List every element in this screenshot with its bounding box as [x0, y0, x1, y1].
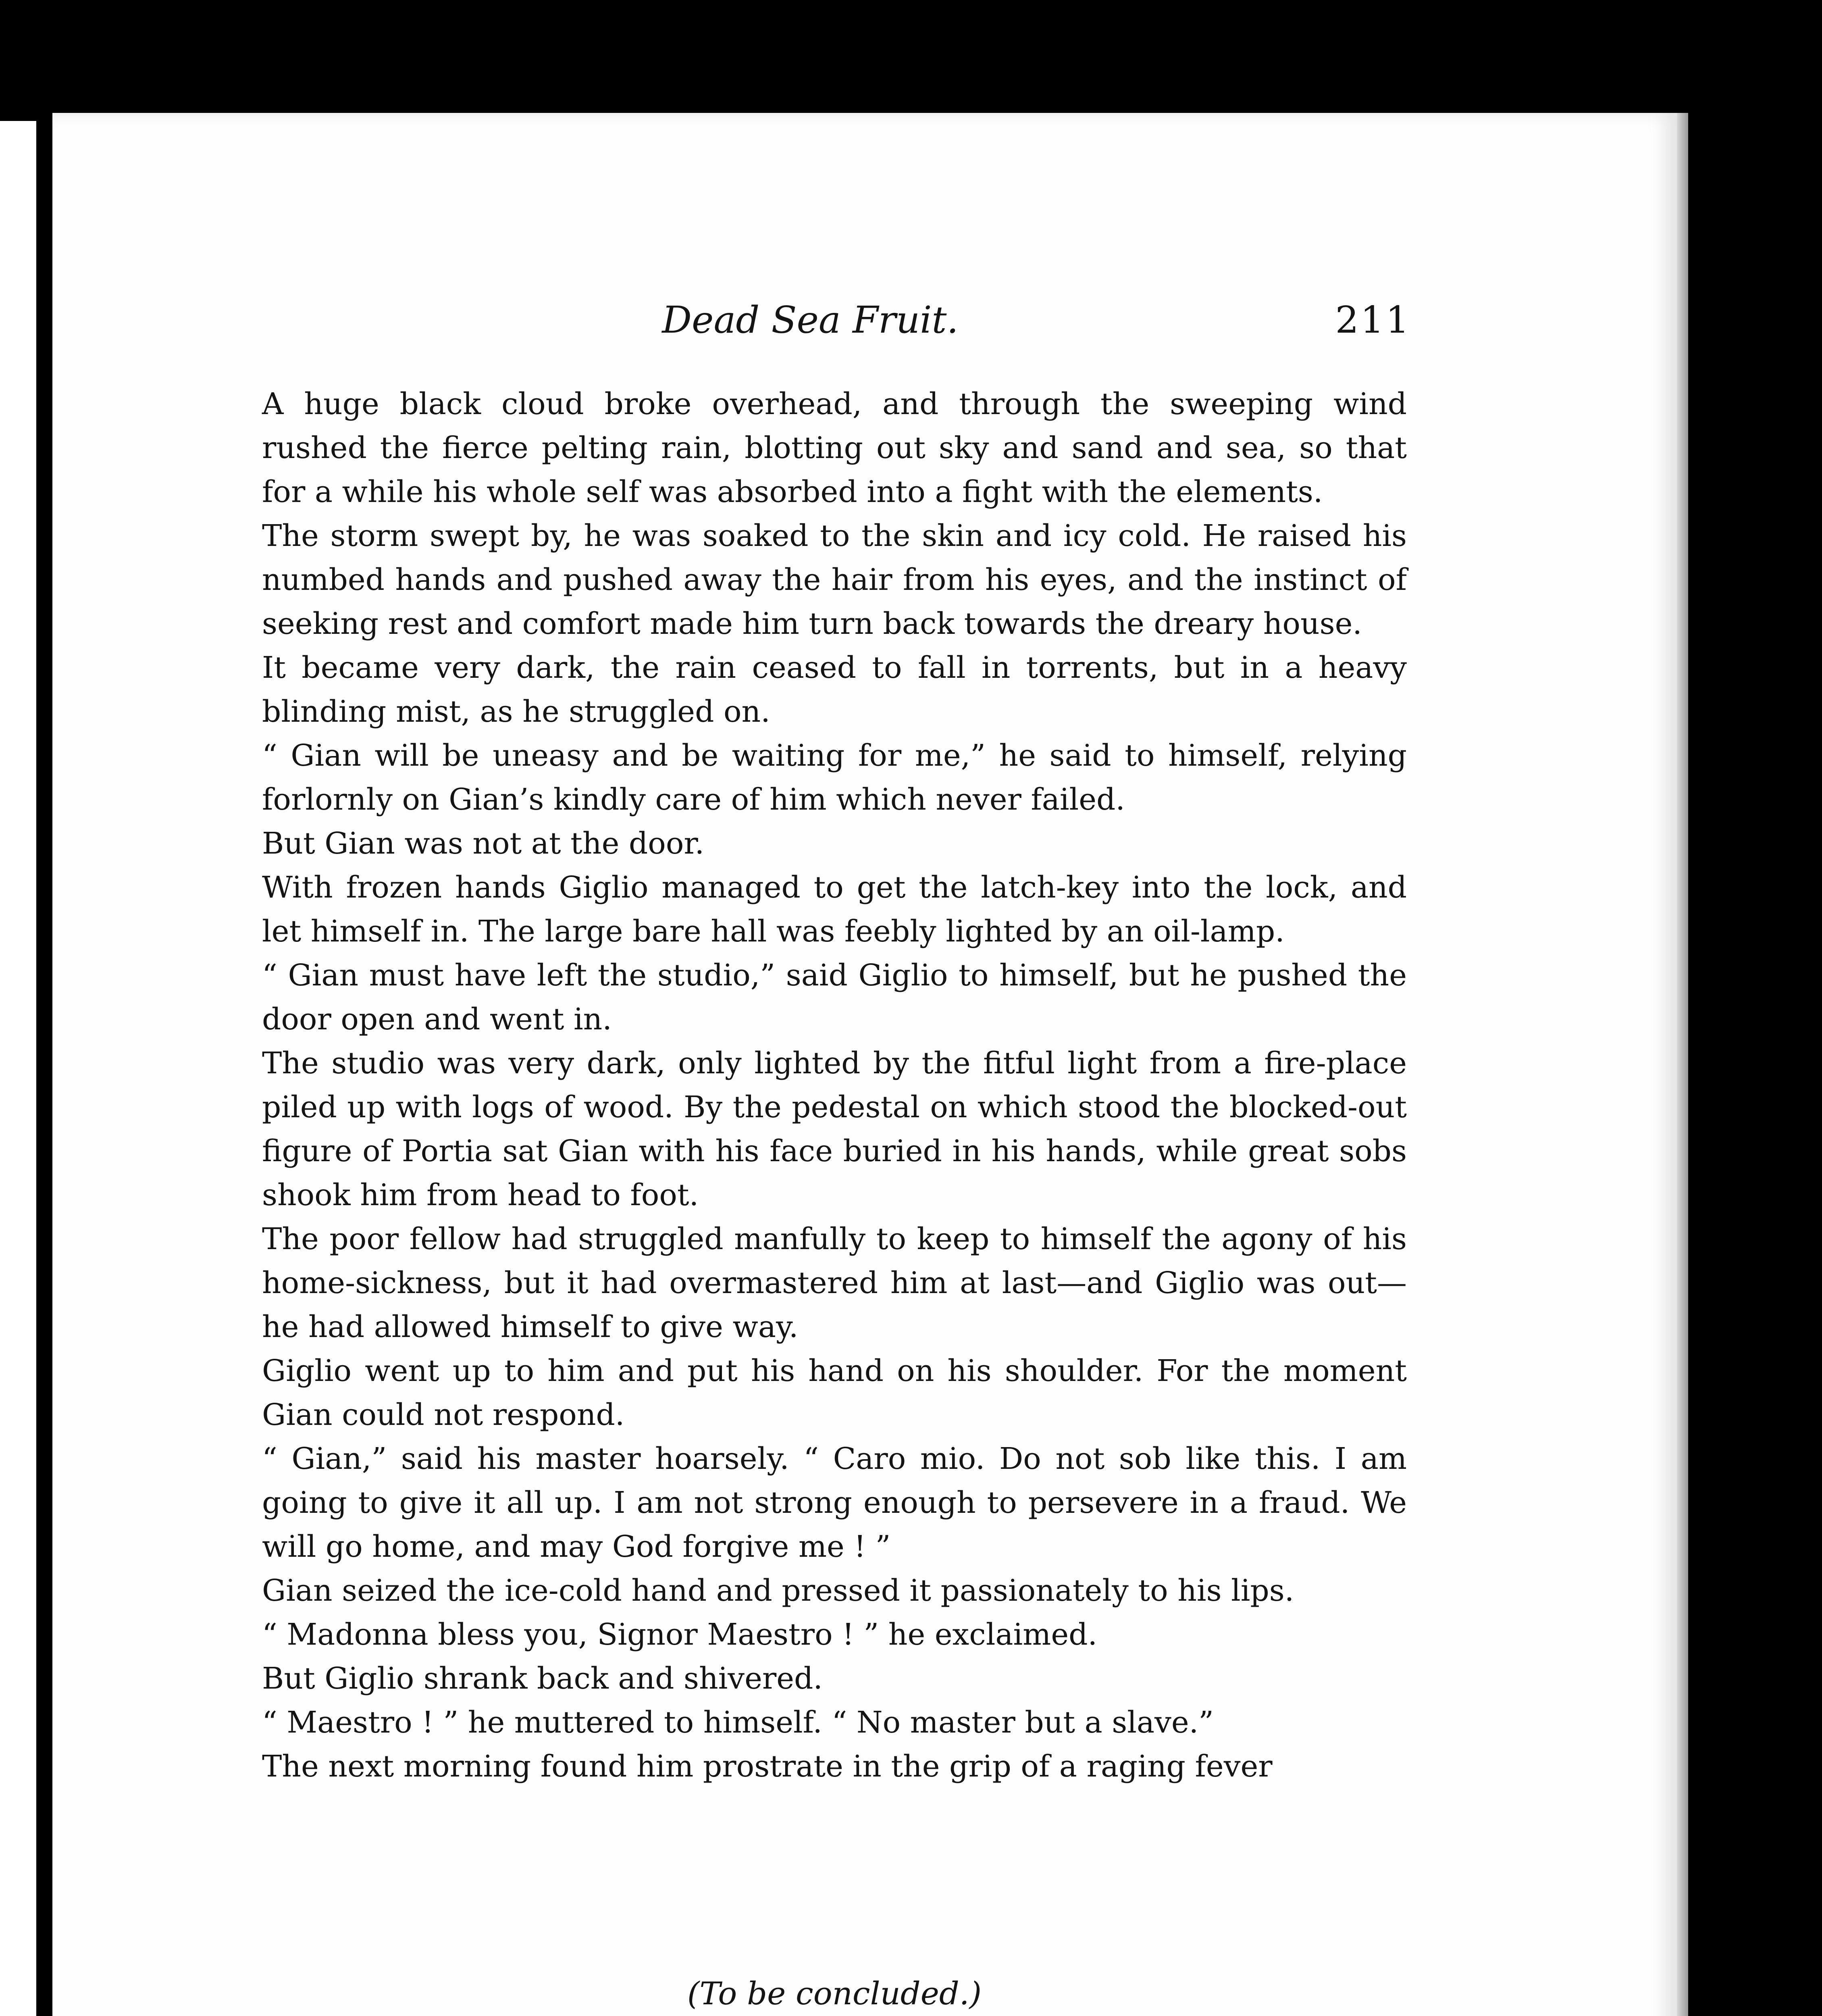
- paragraph: Giglio went up to him and put his hand on his shoulder. For the moment Gian could not respond.: [262, 1354, 1407, 1432]
- to-be-concluded-note: (To be concluded.): [687, 1976, 982, 2012]
- paragraph: With frozen hands Giglio managed to get the latch-key into the lock, and let himself in. The large bare hall was feebly lighted by an oil-lamp.: [262, 870, 1407, 949]
- paragraph: Gian seized the ice-cold hand and pressed it passionately to his lips.: [262, 1573, 1294, 1608]
- paragraph: “ Maestro ! ” he muttered to himself. “ No master but a slave.”: [262, 1705, 1214, 1740]
- paragraph: “ Gian,” said his master hoarsely. “ Caro mio. Do not sob like this. I am going to give it all up. I am not strong enough to persevere in a fraud. We will go home, and may God forgive me ! ”: [262, 1441, 1407, 1564]
- paragraph: It became very dark, the rain ceased to fall in torrents, but in a heavy blinding mist, as he struggled on.: [262, 650, 1407, 729]
- paragraph: “ Gian must have left the studio,” said Giglio to himself, but he pushed the door open and went in.: [262, 958, 1407, 1037]
- paragraph: The studio was very dark, only lighted by the fitful light from a fire-place piled up with logs of wood. By the pedestal on which stood the blocked-out figure of Portia sat Gian with his face buried in his hands, while great sobs shook him from head to foot.: [262, 1046, 1407, 1212]
- paragraph: “ Gian will be uneasy and be waiting for me,” he said to himself, relying forlornly on Gian’s kindly care of him which never failed.: [262, 738, 1407, 817]
- paragraph: The next morning found him prostrate in the grip of a raging fever: [262, 1749, 1273, 1784]
- paragraph: But Gian was not at the door.: [262, 826, 705, 861]
- running-title: Dead Sea Fruit.: [662, 298, 959, 342]
- paragraph: The storm swept by, he was soaked to the skin and icy cold. He raised his numbed hands and pushed away the hair from his eyes, and the instinct of seeking rest and comfort made him turn back towards the dreary house.: [262, 519, 1407, 641]
- page-header: [210, 298, 1411, 355]
- paragraph: But Giglio shrank back and shivered.: [262, 1661, 823, 1696]
- paragraph: “ Madonna bless you, Signor Maestro ! ” he exclaimed.: [262, 1617, 1098, 1652]
- paragraph: The poor fellow had struggled manfully to keep to himself the agony of his home-sickness, but it had overmastered him at last—and Giglio was out—he had allowed himself to give way.: [262, 1222, 1407, 1344]
- previous-page-edge: [0, 121, 36, 2016]
- page-number: 211: [1335, 298, 1411, 342]
- body-text: [262, 382, 1407, 1789]
- page-edge-shadow: [1677, 113, 1688, 2016]
- paragraph: A huge black cloud broke overhead, and through the sweeping wind rushed the fierce pelting rain, blotting out sky and sand and sea, so that for a while his whole self was absorbed into a fight with the elements.: [262, 387, 1407, 509]
